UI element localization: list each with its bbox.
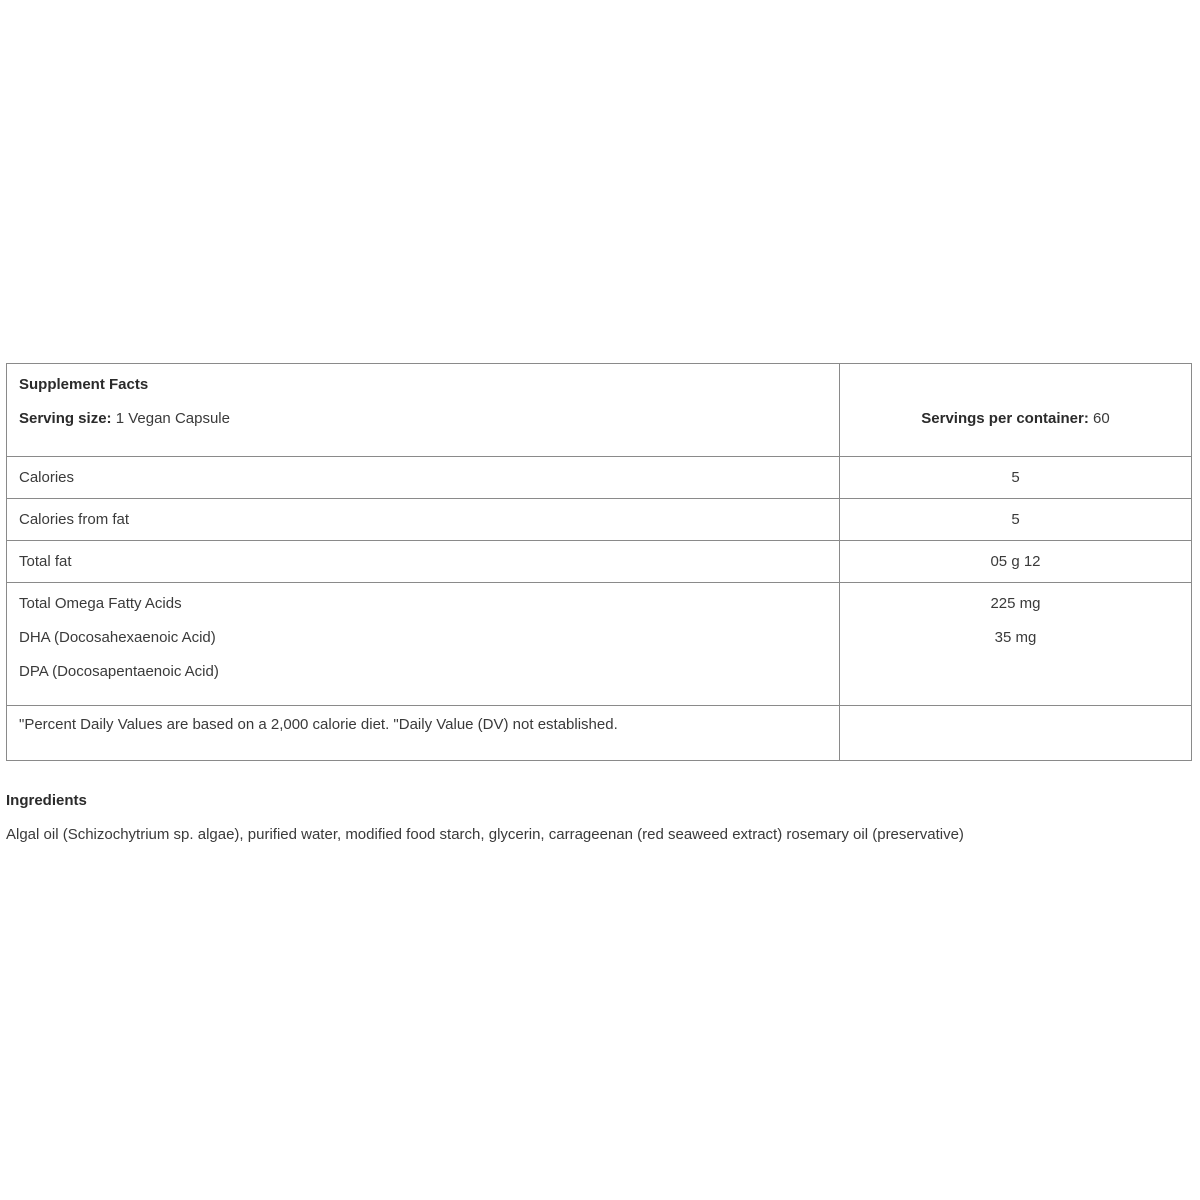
table-row bbox=[7, 499, 1192, 541]
ingredients-section bbox=[6, 784, 1186, 852]
nutrient-name: Calories from fat bbox=[7, 499, 840, 541]
nutrient-value: 225 mg bbox=[990, 595, 1041, 612]
table-row bbox=[7, 541, 1192, 583]
footnote-empty-cell bbox=[840, 706, 1192, 761]
table-row-omega bbox=[7, 583, 1192, 706]
footnote: "Percent Daily Values are based on a 2,000 calorie diet. "Daily Value (DV) not established. bbox=[7, 706, 840, 761]
servings-per-container bbox=[852, 368, 1179, 436]
ingredients-title: Ingredients bbox=[6, 792, 87, 809]
supplement-facts-table bbox=[6, 363, 1192, 761]
table-row-footnote bbox=[7, 706, 1192, 761]
nutrient-name: DPA (Docosapentaenoic Acid) bbox=[19, 663, 219, 680]
facts-header-row bbox=[7, 364, 1192, 457]
table-row bbox=[7, 457, 1192, 499]
nutrient-name: Total fat bbox=[7, 541, 840, 583]
facts-title: Supplement Facts bbox=[19, 376, 149, 393]
servings-per-container-value: 60 bbox=[1093, 410, 1110, 427]
omega-values bbox=[840, 583, 1192, 706]
nutrient-name: DHA (Docosahexaenoic Acid) bbox=[19, 629, 216, 646]
ingredients-text: Algal oil (Schizochytrium sp. algae), purified water, modified food starch, glycerin, carrageenan (red seaweed extract) rosemary oil (preservative) bbox=[6, 826, 964, 843]
serving-size-label: Serving size: bbox=[19, 410, 112, 427]
serving-size-value: 1 Vegan Capsule bbox=[115, 410, 230, 427]
nutrient-value: 35 mg bbox=[994, 629, 1037, 646]
omega-names bbox=[7, 583, 840, 706]
facts-header-right bbox=[840, 364, 1192, 457]
nutrient-value: 5 bbox=[840, 499, 1192, 541]
nutrient-value: 05 g 12 bbox=[840, 541, 1192, 583]
facts-header-left bbox=[7, 364, 840, 457]
nutrient-name: Total Omega Fatty Acids bbox=[19, 595, 182, 612]
servings-per-container-label: Servings per container: bbox=[921, 410, 1089, 427]
nutrient-name: Calories bbox=[7, 457, 840, 499]
nutrient-value: 5 bbox=[840, 457, 1192, 499]
serving-size bbox=[19, 402, 827, 436]
